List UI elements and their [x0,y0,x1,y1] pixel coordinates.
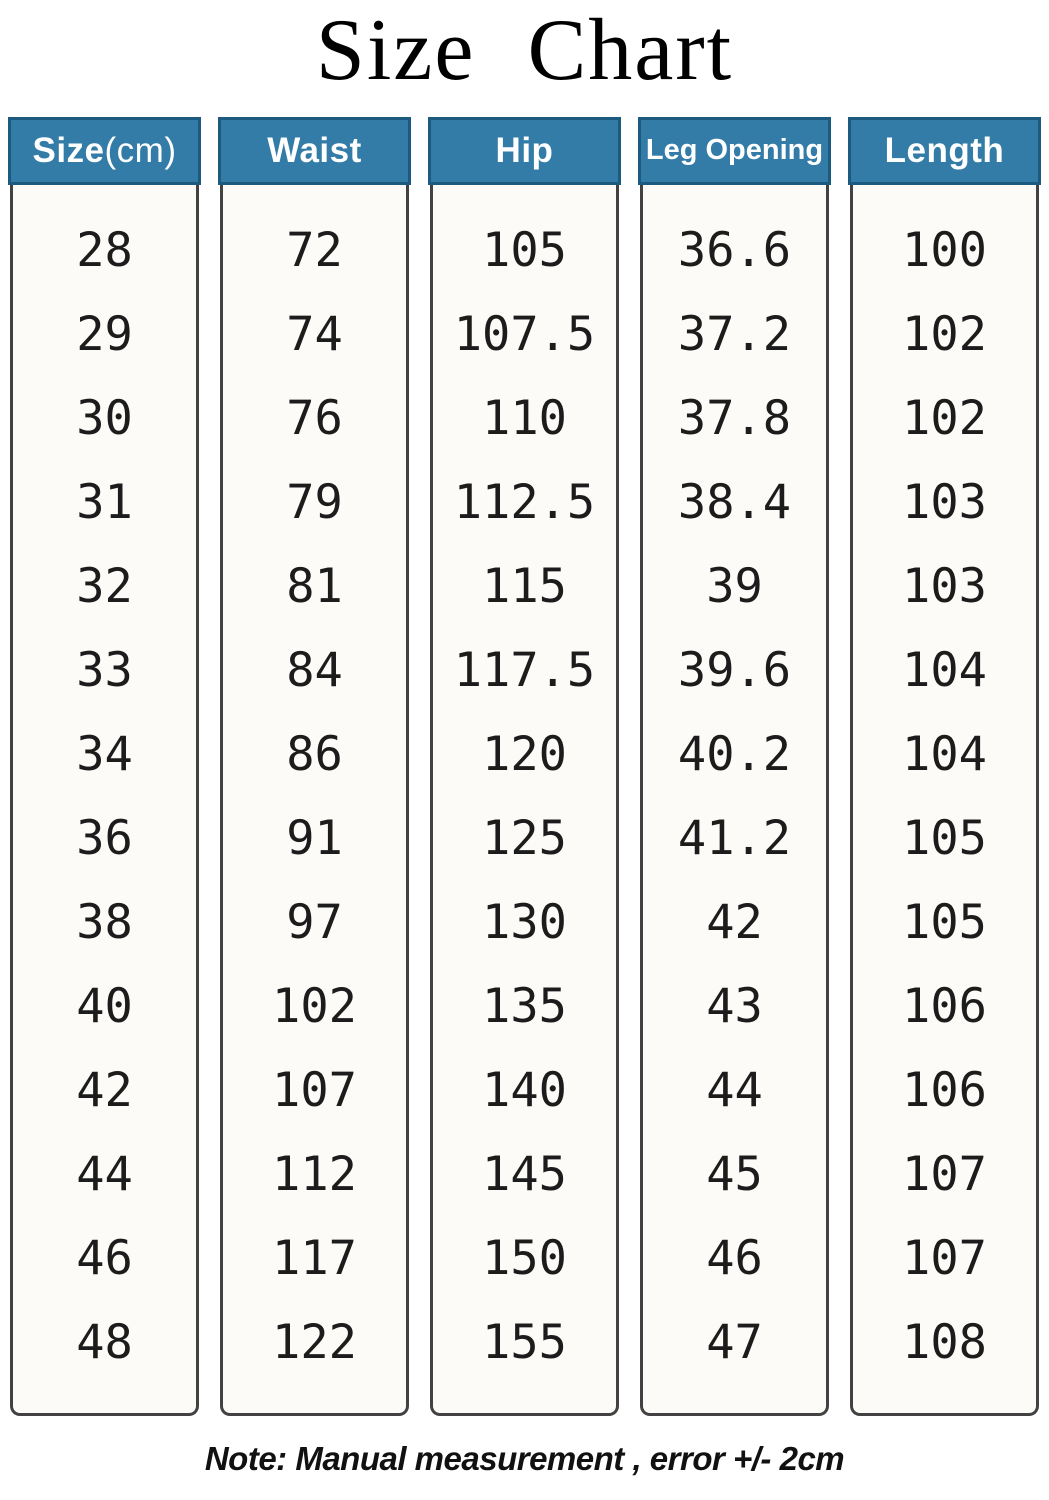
table-cell: 46 [706,1231,763,1287]
table-cell: 107 [902,1147,987,1203]
table-cell: 106 [902,979,987,1035]
table-cell: 102 [272,979,357,1035]
table-cell: 140 [482,1063,567,1119]
table-cell: 74 [286,307,343,363]
column-header-label: Waist [267,130,362,170]
column-header-label: Length [884,130,1005,170]
table-cell: 115 [482,559,567,615]
table-cell: 112 [272,1147,357,1203]
column-body [10,185,199,1416]
column-header-label: Leg Opening [645,134,824,167]
table-cell: 28 [76,223,133,279]
table-cell: 32 [76,559,133,615]
table-cell: 135 [482,979,567,1035]
table-cell: 117.5 [453,643,596,699]
column-header [8,117,201,185]
table-cell: 41.2 [677,811,792,867]
table-cell: 38.4 [677,475,792,531]
column-header-label: Size [32,130,105,170]
table-cell: 122 [272,1315,357,1371]
column-header-label: Hip [495,130,554,170]
table-cell: 44 [76,1147,133,1203]
table-cell: 112.5 [453,475,596,531]
table-cell: 30 [76,391,133,447]
page-title: Size Chart [315,2,734,99]
table-cell: 34 [76,727,133,783]
column-body [430,185,619,1416]
table-cell: 104 [902,643,987,699]
table-cell: 103 [902,559,987,615]
column-body [640,185,829,1416]
column-header-unit: (cm) [104,130,177,170]
note-text: Note: Manual measurement , error +/- 2cm [204,1439,845,1477]
table-cell: 120 [482,727,567,783]
table-cell: 48 [76,1315,133,1371]
column-leg-opening [638,117,831,1416]
table-cell: 91 [286,811,343,867]
table-cell: 105 [482,223,567,279]
table-cell: 107 [902,1231,987,1287]
table-cell: 45 [706,1147,763,1203]
table-cell: 81 [286,559,343,615]
table-cell: 40 [76,979,133,1035]
table-cell: 102 [902,391,987,447]
table-cell: 107.5 [453,307,596,363]
column-header [218,117,411,185]
table-cell: 155 [482,1315,567,1371]
table-cell: 104 [902,727,987,783]
column-header [848,117,1041,185]
table-cell: 106 [902,1063,987,1119]
size-chart-table [0,117,1049,1416]
table-cell: 110 [482,391,567,447]
column-body [850,185,1039,1416]
table-cell: 29 [76,307,133,363]
table-cell: 40.2 [677,727,792,783]
table-cell: 105 [902,895,987,951]
column-body [220,185,409,1416]
column-header [638,117,831,185]
table-cell: 97 [286,895,343,951]
column-waist [218,117,411,1416]
table-cell: 44 [706,1063,763,1119]
column-size-cm [8,117,201,1416]
table-cell: 107 [272,1063,357,1119]
table-cell: 72 [286,223,343,279]
column-header [428,117,621,185]
table-cell: 86 [286,727,343,783]
table-cell: 102 [902,307,987,363]
table-cell: 100 [902,223,987,279]
table-cell: 39.6 [677,643,792,699]
table-cell: 76 [286,391,343,447]
column-length [848,117,1041,1416]
table-cell: 79 [286,475,343,531]
table-cell: 37.8 [677,391,792,447]
table-cell: 43 [706,979,763,1035]
table-cell: 39 [706,559,763,615]
table-cell: 145 [482,1147,567,1203]
table-cell: 84 [286,643,343,699]
table-cell: 105 [902,811,987,867]
table-cell: 37.2 [677,307,792,363]
table-cell: 125 [482,811,567,867]
table-cell: 103 [902,475,987,531]
table-cell: 117 [272,1231,357,1287]
table-cell: 47 [706,1315,763,1371]
table-cell: 36 [76,811,133,867]
table-cell: 150 [482,1231,567,1287]
table-cell: 36.6 [677,223,792,279]
table-cell: 33 [76,643,133,699]
table-cell: 130 [482,895,567,951]
column-hip [428,117,621,1416]
table-cell: 38 [76,895,133,951]
table-cell: 46 [76,1231,133,1287]
table-cell: 31 [76,475,133,531]
table-cell: 42 [706,895,763,951]
table-cell: 108 [902,1315,987,1371]
table-cell: 42 [76,1063,133,1119]
